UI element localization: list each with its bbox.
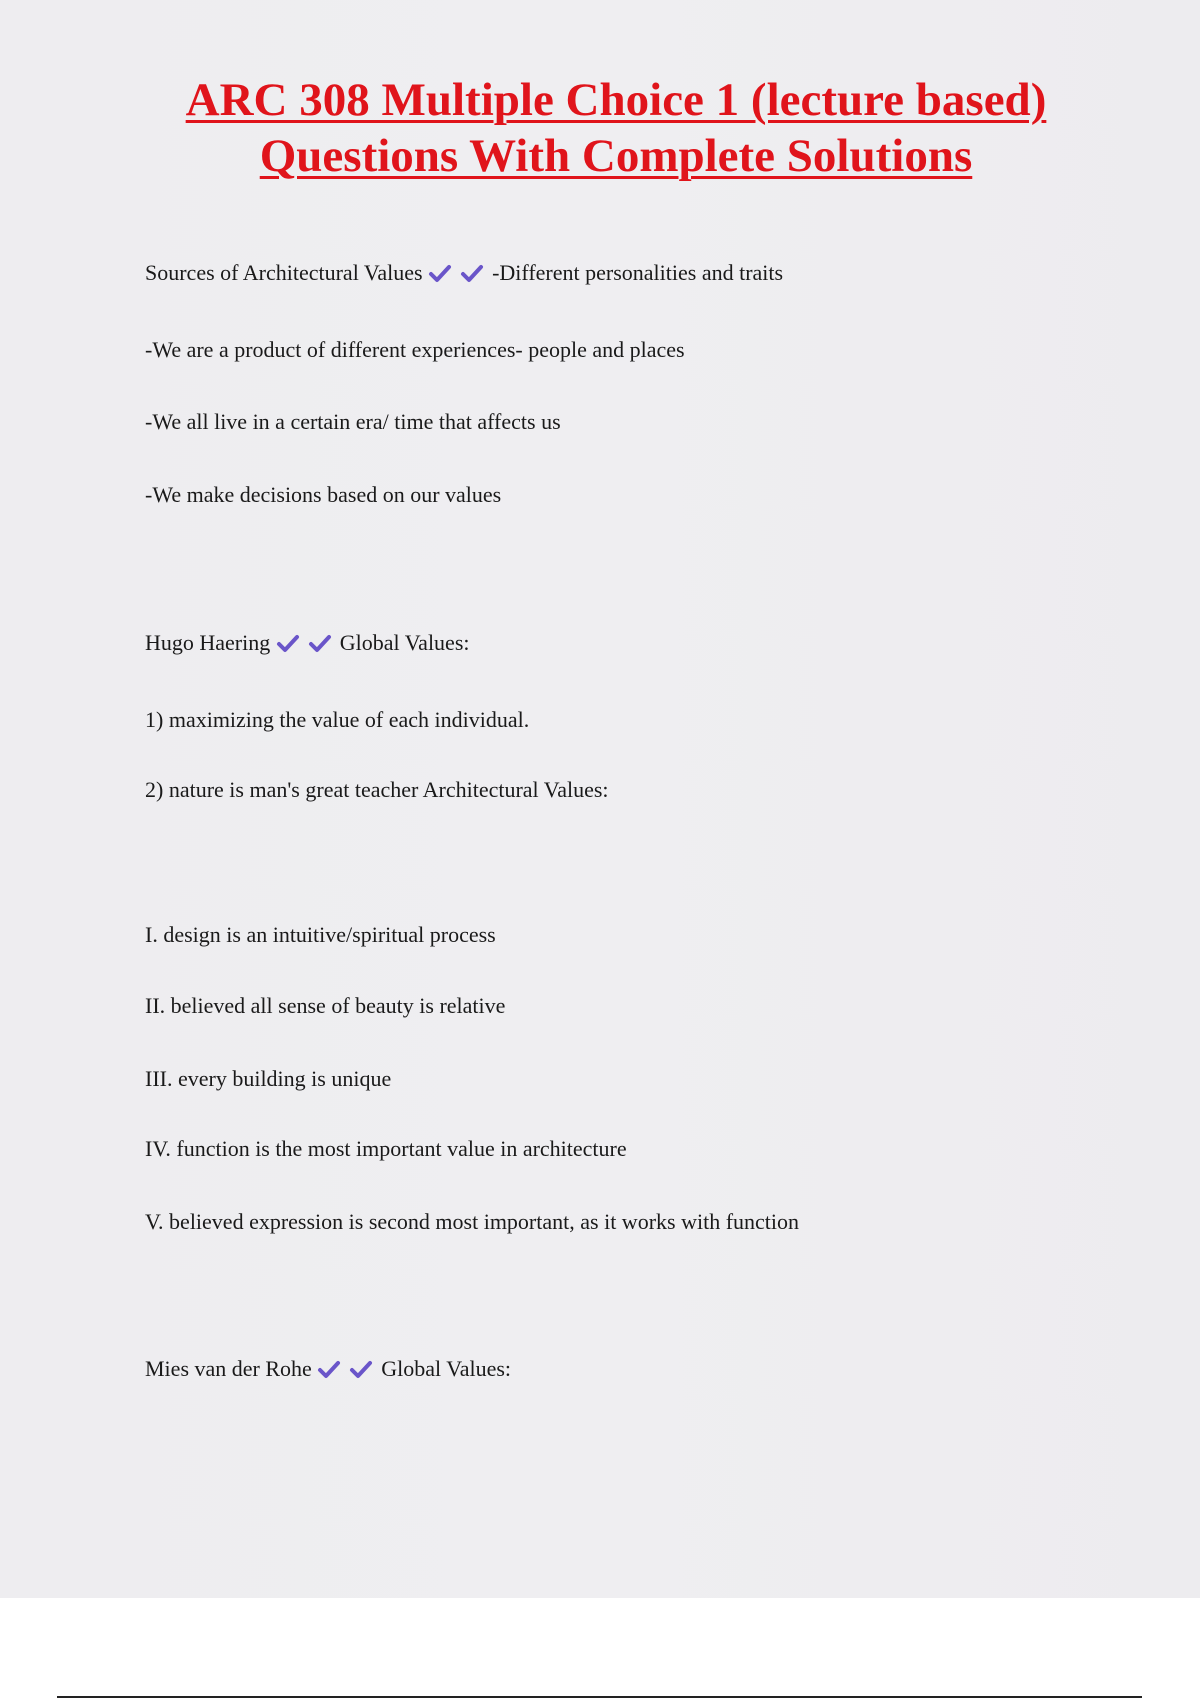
- answer-line: II. believed all sense of beauty is relative: [145, 993, 506, 1018]
- check-icon: [317, 1359, 341, 1379]
- question-term: Mies van der Rohe: [145, 1356, 318, 1381]
- question-term: Sources of Architectural Values: [145, 260, 429, 285]
- page-divider: [57, 1696, 1142, 1698]
- check-icon: [308, 633, 332, 653]
- document-title: [0, 72, 1200, 184]
- answer-line: 1) maximizing the value of each individual.: [145, 707, 530, 732]
- check-icon: [428, 263, 452, 283]
- answer-line: I. design is an intuitive/spiritual process: [145, 922, 496, 947]
- check-icon: [349, 1359, 373, 1379]
- answer-line: -We make decisions based on our values: [145, 482, 502, 507]
- answer-line: V. believed expression is second most important, as it works with function: [145, 1209, 800, 1234]
- answer-line: III. every building is unique: [145, 1066, 392, 1091]
- qa-hugo-haering: [145, 629, 470, 657]
- answer-line: IV. function is the most important value in architecture: [145, 1136, 627, 1161]
- answer-line: -We are a product of different experiences- people and places: [145, 337, 685, 362]
- answer-text: Global Values:: [381, 1356, 512, 1381]
- qa-mies-van-der-rohe: [145, 1355, 511, 1383]
- answer-line: 2) nature is man's great teacher Architectural Values:: [145, 777, 609, 802]
- check-icon: [460, 263, 484, 283]
- qa-sources-architectural-values: [145, 259, 783, 287]
- question-term: Hugo Haering: [145, 630, 276, 655]
- answer-line: -We all live in a certain era/ time that affects us: [145, 409, 561, 434]
- check-icon: [276, 633, 300, 653]
- title-line-1: ARC 308 Multiple Choice 1 (lecture based): [185, 74, 1047, 126]
- title-line-2: Questions With Complete Solutions: [259, 130, 973, 182]
- answer-text: -Different personalities and traits: [492, 260, 784, 285]
- answer-text: Global Values:: [339, 630, 470, 655]
